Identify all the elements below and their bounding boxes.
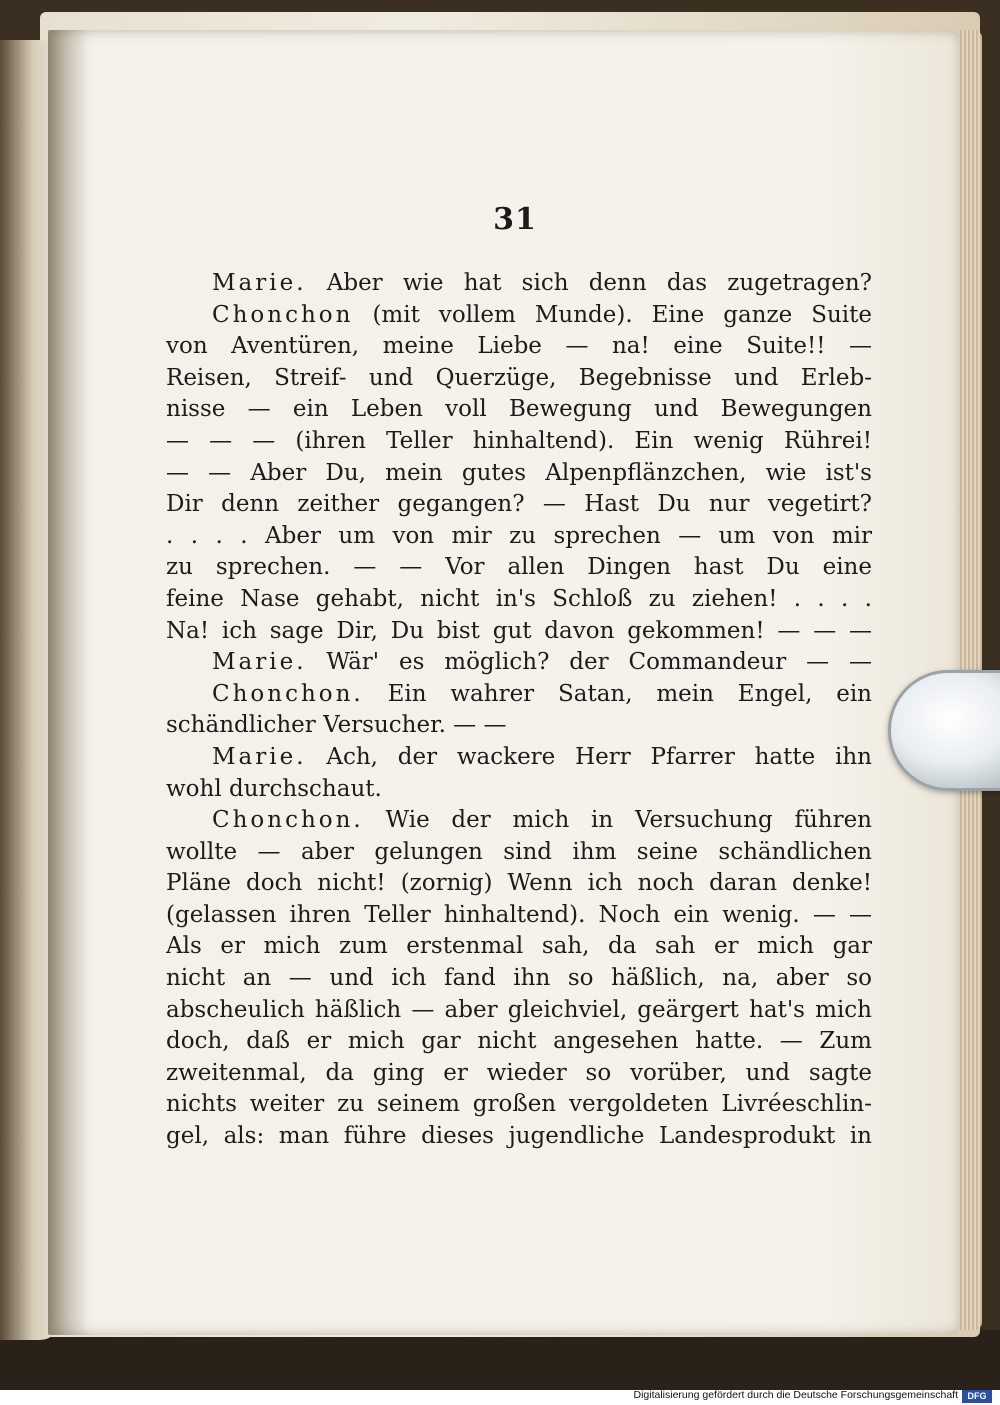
text-line: von Aventüren, meine Liebe — na! eine Suite!! —: [166, 333, 872, 360]
text-line: [166, 268, 872, 300]
text-line: — — — (ihren Teller hinhaltend). Ein wenig Rührei!: [166, 427, 872, 454]
text-line: nicht an — und ich fand ihn so häßlich, na, aber so: [166, 965, 872, 992]
speaker-name: Chonchon.: [212, 680, 364, 707]
text-line: (gelassen ihren Teller hinhaltend). Noch ein wenig. — —: [166, 901, 872, 928]
text-line: Na! ich sage Dir, Du bist gut davon gekommen! — — —: [166, 617, 872, 644]
text-line: . . . . Aber um von mir zu sprechen — um von mir: [166, 522, 872, 549]
text-line: wohl durchschaut.: [166, 775, 382, 802]
page-text: [166, 268, 872, 1153]
speaker-name: Chonchon.: [212, 807, 364, 834]
text-line: doch, daß er mich gar nicht angesehen hatte. — Zum: [166, 1028, 872, 1055]
page-number: 31: [493, 202, 537, 237]
text-line: [166, 742, 872, 774]
text-line: abscheulich häßlich — aber gleichviel, geärgert hat's mich: [166, 996, 872, 1023]
speaker-name: Marie.: [212, 649, 307, 676]
text-line: Pläne doch nicht! (zornig) Wenn ich noch daran denke!: [166, 870, 872, 897]
dfg-logo: DFG: [962, 1390, 992, 1403]
line-text: Aber wie hat sich denn das zugetragen?: [306, 270, 872, 296]
speaker-name: Marie.: [212, 270, 307, 296]
text-line: nisse — ein Leben voll Bewegung und Bewegungen: [166, 396, 872, 423]
text-line: gel, als: man führe dieses jugendliche Landesprodukt in: [166, 1123, 872, 1150]
line-text: Ein wahrer Satan, mein Engel, ein: [363, 680, 872, 707]
line-text: Wie der mich in Versuchung führen: [363, 807, 872, 834]
text-line: [166, 805, 872, 837]
text-line: Dir denn zeither gegangen? — Hast Du nur vegetirt?: [166, 491, 872, 518]
line-text: (mit vollem Munde). Eine ganze Suite: [353, 301, 872, 328]
text-line: Reisen, Streif- und Querzüge, Begebnisse und Erleb-: [166, 364, 872, 391]
text-line: [166, 300, 872, 332]
text-line: Als er mich zum erstenmal sah, da sah er mich gar: [166, 933, 872, 960]
line-text: Ach, der wackere Herr Pfarrer hatte ihn: [306, 743, 872, 770]
text-line: nichts weiter zu seinem großen vergoldeten Livréeschlin-: [166, 1091, 872, 1118]
text-line: wollte — aber gelungen sind ihm seine schändlichen: [166, 838, 872, 865]
magnifier-glass: [888, 670, 1000, 791]
text-line: zweitenmal, da ging er wieder so vorüber, und sagte: [166, 1059, 872, 1086]
text-line: — — Aber Du, mein gutes Alpenpflänzchen, wie ist's: [166, 459, 872, 486]
text-line: [166, 647, 872, 679]
text-line: zu sprechen. — — Vor allen Dingen hast Du eine: [166, 554, 872, 581]
speaker-name: Marie.: [212, 743, 307, 770]
text-line: feine Nase gehabt, nicht in's Schloß zu ziehen! . . . .: [166, 585, 872, 612]
text-line: [166, 679, 872, 711]
speaker-name: Chonchon: [212, 301, 354, 328]
line-text: Wär' es möglich? der Commandeur — —: [306, 649, 872, 676]
book-cover: [0, 1330, 1000, 1390]
footer-credit: Digitalisierung gefördert durch die Deutsche Forschungsgemeinschaft: [633, 1389, 958, 1401]
text-line: schändlicher Versucher. — —: [166, 712, 507, 739]
